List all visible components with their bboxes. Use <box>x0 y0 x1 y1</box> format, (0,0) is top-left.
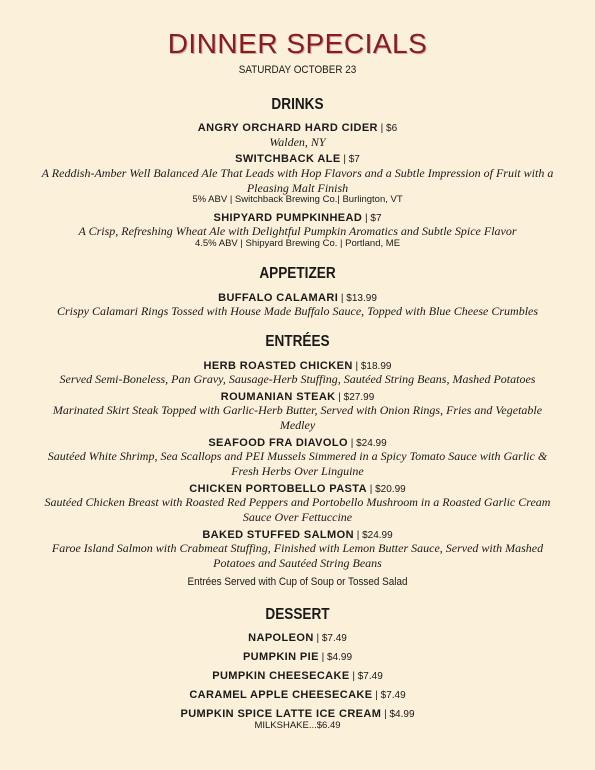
item-description: Served Semi-Boneless, Pan Gravy, Sausage-Herb Stuffing, Sautéed String Beans, Mashed Potatoes <box>59 372 536 386</box>
item-name: PUMPKIN PIE <box>242 651 319 663</box>
item-price: | $7.49 <box>349 671 383 682</box>
item-meta: MILKSHAKE...$6.49 <box>254 720 341 731</box>
section-heading-drinks: DRINKS <box>271 96 324 113</box>
menu-date: SATURDAY OCTOBER 23 <box>238 64 357 76</box>
item-description: A Crisp, Refreshing Wheat Ale with Delightful Pumpkin Aromatics and Subtle Spice Flavor <box>78 224 517 238</box>
item-price: | $7.49 <box>313 633 347 644</box>
item-name: ROUMANIAN STEAK <box>220 391 336 403</box>
item-price: | $6 <box>377 123 398 134</box>
item-name: SWITCHBACK ALE <box>235 153 341 165</box>
item-price: | $13.99 <box>338 293 377 304</box>
item-name: SHIPYARD PUMPKINHEAD <box>213 212 363 224</box>
menu-item-title <box>0 650 595 665</box>
item-meta: 5% ABV | Switchback Brewing Co.| Burlington, VT <box>192 194 403 205</box>
menu-item-title <box>0 152 595 167</box>
item-name: HERB ROASTED CHICKEN <box>203 360 353 372</box>
item-description: Faroe Island Salmon with Crabmeat Stuffing, Finished with Lemon Butter Sauce, Served with Mashed Potatoes and Sautéed String Beans <box>51 541 544 570</box>
item-name: NAPOLEON <box>248 632 314 644</box>
section-heading-entrees: ENTRÉES <box>265 333 330 350</box>
menu-item-title <box>0 121 595 136</box>
item-price: | $4.99 <box>381 709 415 720</box>
item-price: | $4.99 <box>318 652 353 663</box>
item-description: Crispy Calamari Rings Tossed with House Made Buffalo Sauce, Topped with Blue Cheese Crumbles <box>56 304 539 318</box>
item-price: | $18.99 <box>352 361 392 372</box>
menu-item-title <box>0 669 595 684</box>
item-description: A Reddish-Amber Well Balanced Ale That Leads with Hop Flavors and a Subtle Impression of Fruit with a Pleasing Malt Finish <box>41 166 554 195</box>
page-title: DINNER SPECIALS <box>167 28 428 59</box>
item-price: | $7 <box>340 154 360 165</box>
item-price: | $24.99 <box>353 530 393 541</box>
item-name: PUMPKIN SPICE LATTE ICE CREAM <box>180 708 382 720</box>
item-description: Walden, NY <box>269 135 326 149</box>
item-name: BAKED STUFFED SALMON <box>202 529 354 541</box>
item-price: | $27.99 <box>335 392 375 403</box>
item-description: Marinated Skirt Steak Topped with Garlic-Herb Butter, Served with Onion Rings, Fries and Vegetable Medley <box>52 403 543 432</box>
item-description: Sautéed White Shrimp, Sea Scallops and PEI Mussels Simmered in a Spicy Tomato Sauce with Garlic & Fresh Herbs Over Linguine <box>47 449 548 478</box>
menu-item-title <box>0 631 595 646</box>
item-name: ANGRY ORCHARD HARD CIDER <box>197 122 378 134</box>
item-price: | $20.99 <box>366 484 406 495</box>
item-name: CHICKEN PORTOBELLO PASTA <box>189 483 367 495</box>
item-name: SEAFOOD FRA DIAVOLO <box>208 437 348 449</box>
item-price: | $7 <box>362 213 382 224</box>
item-name: PUMPKIN CHEESECAKE <box>212 670 350 682</box>
entrees-note: Entrées Served with Cup of Soup or Tossed Salad <box>187 576 408 588</box>
item-price: | $7.49 <box>372 690 406 701</box>
item-price: | $24.99 <box>347 438 387 449</box>
section-heading-appetizer: APPETIZER <box>259 265 336 282</box>
item-description: Sautéed Chicken Breast with Roasted Red Peppers and Portobello Mushroom in a Roasted Garlic Cream Sauce Over Fettuccine <box>44 495 551 524</box>
item-meta: 4.5% ABV | Shipyard Brewing Co. | Portland, ME <box>194 238 401 249</box>
section-heading-dessert: DESSERT <box>265 606 330 623</box>
item-name: BUFFALO CALAMARI <box>218 292 339 304</box>
menu-item-title <box>0 688 595 703</box>
item-name: CARAMEL APPLE CHEESECAKE <box>189 689 373 701</box>
